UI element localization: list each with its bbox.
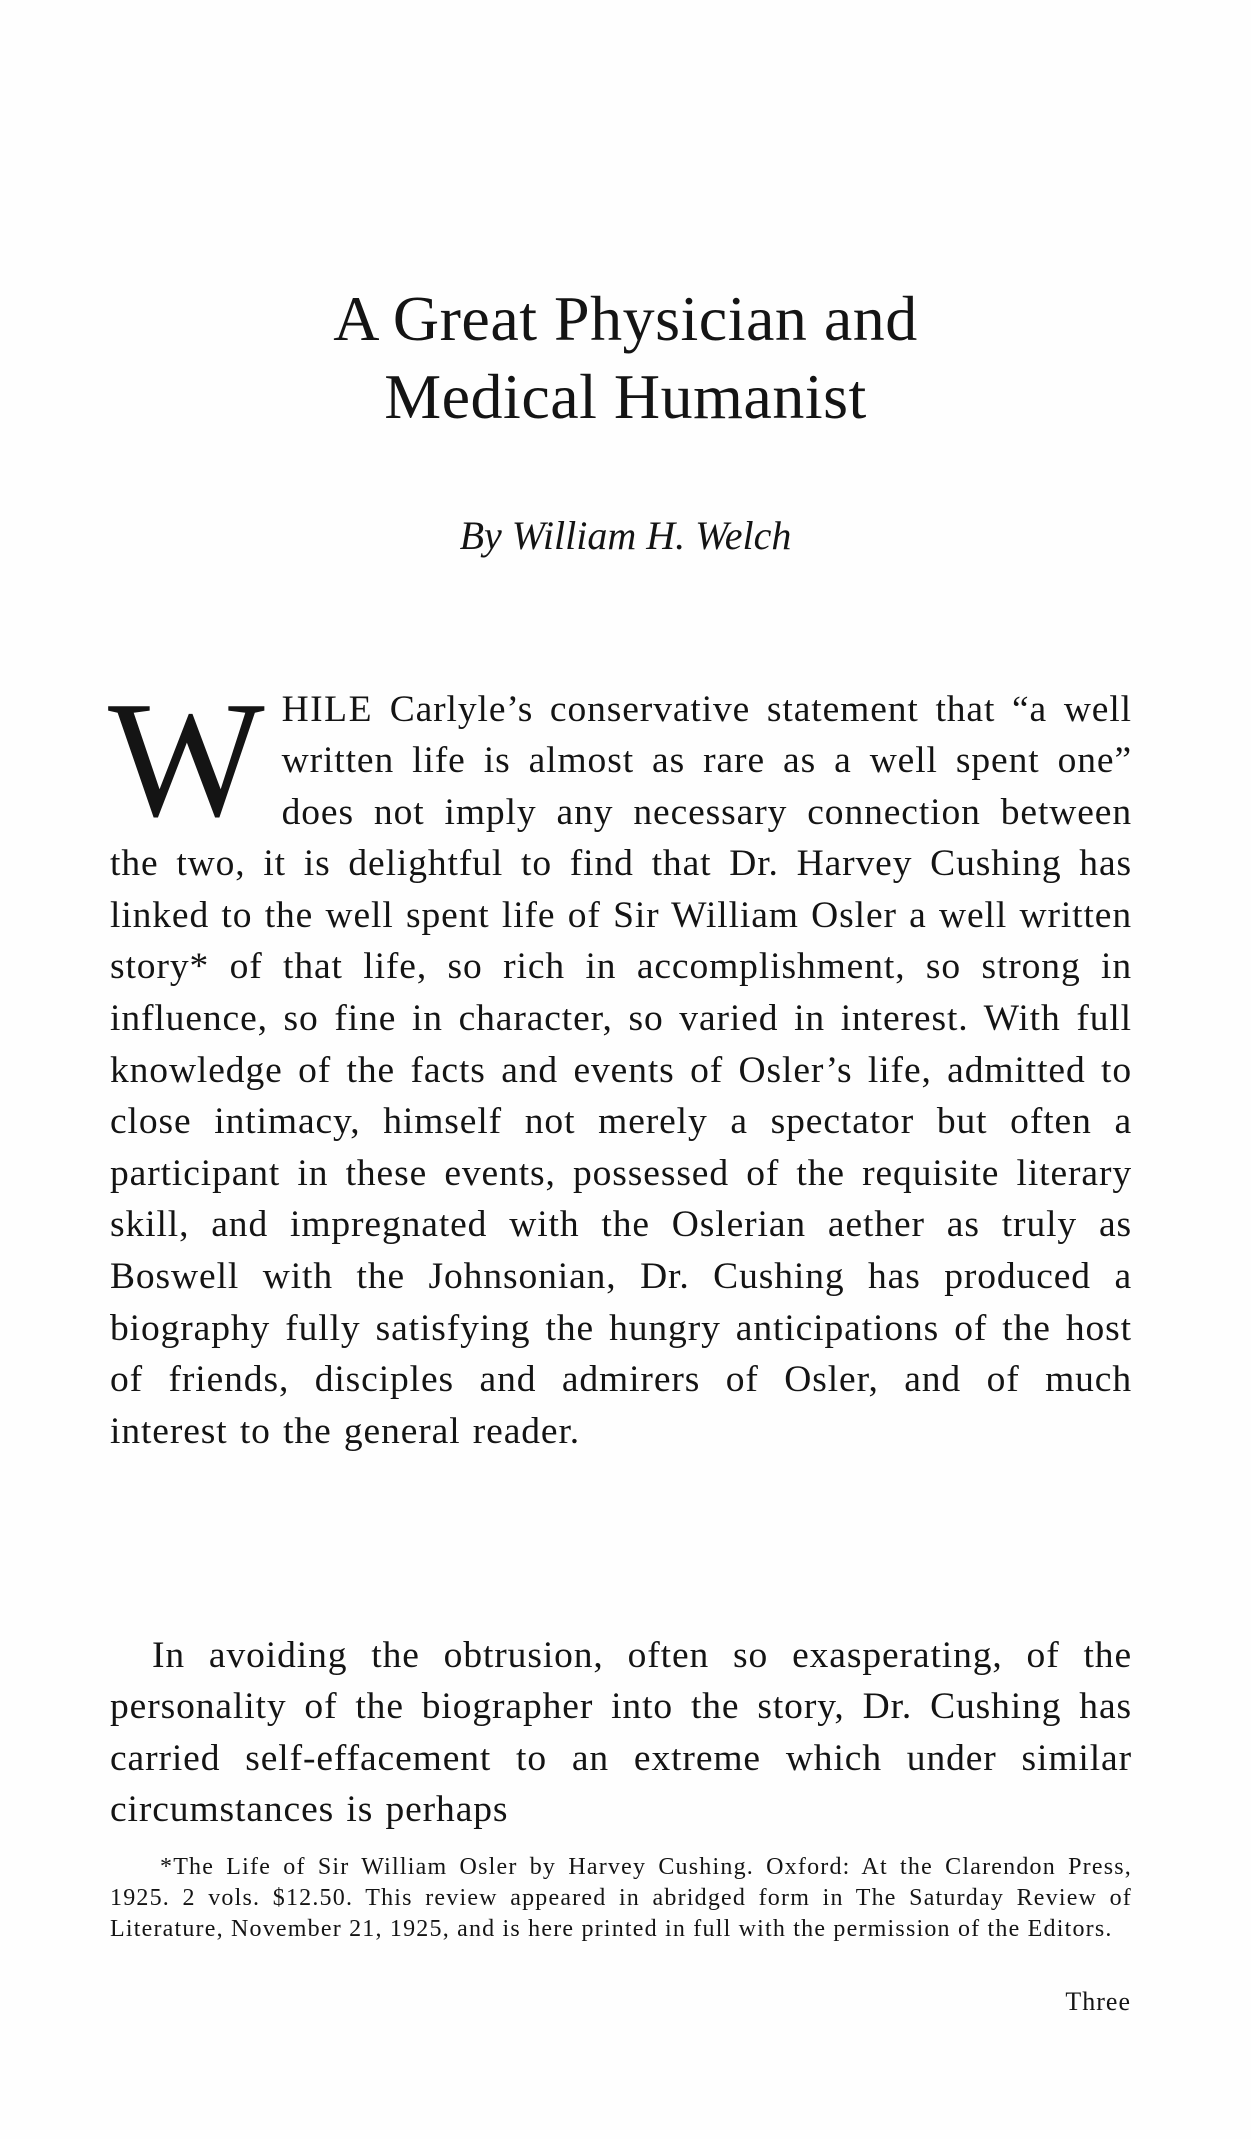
article-title [0, 280, 1251, 436]
page-number: Three [1065, 1987, 1131, 2016]
paragraph-1 [108, 666, 1132, 1458]
footnote: *The Life of Sir William Osler by Harvey Cushing. Oxford: At the Clarendon Press, 1925. 2 vols. $12.50. This review appeared in abridged form in The Saturday Review of Literature, November 21, 1925, and is here printed in full with the permission of the Editors. [110, 1854, 1132, 1942]
byline: By William H. Welch [459, 513, 792, 558]
lead-in-word: HILE [281, 688, 373, 730]
drop-cap: W [108, 666, 266, 851]
paragraph-1-text: Carlyle’s conservative statement that “a well written life is almost as rare as a well spent one” does not imply any necessary connection between the two, it is delightful to find that Dr. Harvey Cushing has linked to the well spent life of Sir William Osler a well written story* of that life, so rich in accomplishment, so strong in influence, so fine in character, so varied in interest. With full knowledge of the facts and events of Osler’s life, admitted to close intimacy, himself not merely a spectator but often a participant in these events, possessed of the requisite literary skill, and impregnated with the Oslerian aether as truly as Boswell with the Johnsonian, Dr. Cushing has produced a biography fully satisfying the hungry anticipations of the host of friends, disciples and admirers of Osler, and of much interest to the general reader. [110, 688, 1132, 1452]
title-line-1: A Great Physician and [333, 283, 918, 354]
paragraph-2: In avoiding the obtrusion, often so exasperating, of the personality of the biographer into the story, Dr. Cushing has carried self-effacement to an extreme which under similar circumstances is perhaps [110, 1634, 1132, 1831]
title-line-2: Medical Humanist [384, 361, 867, 432]
